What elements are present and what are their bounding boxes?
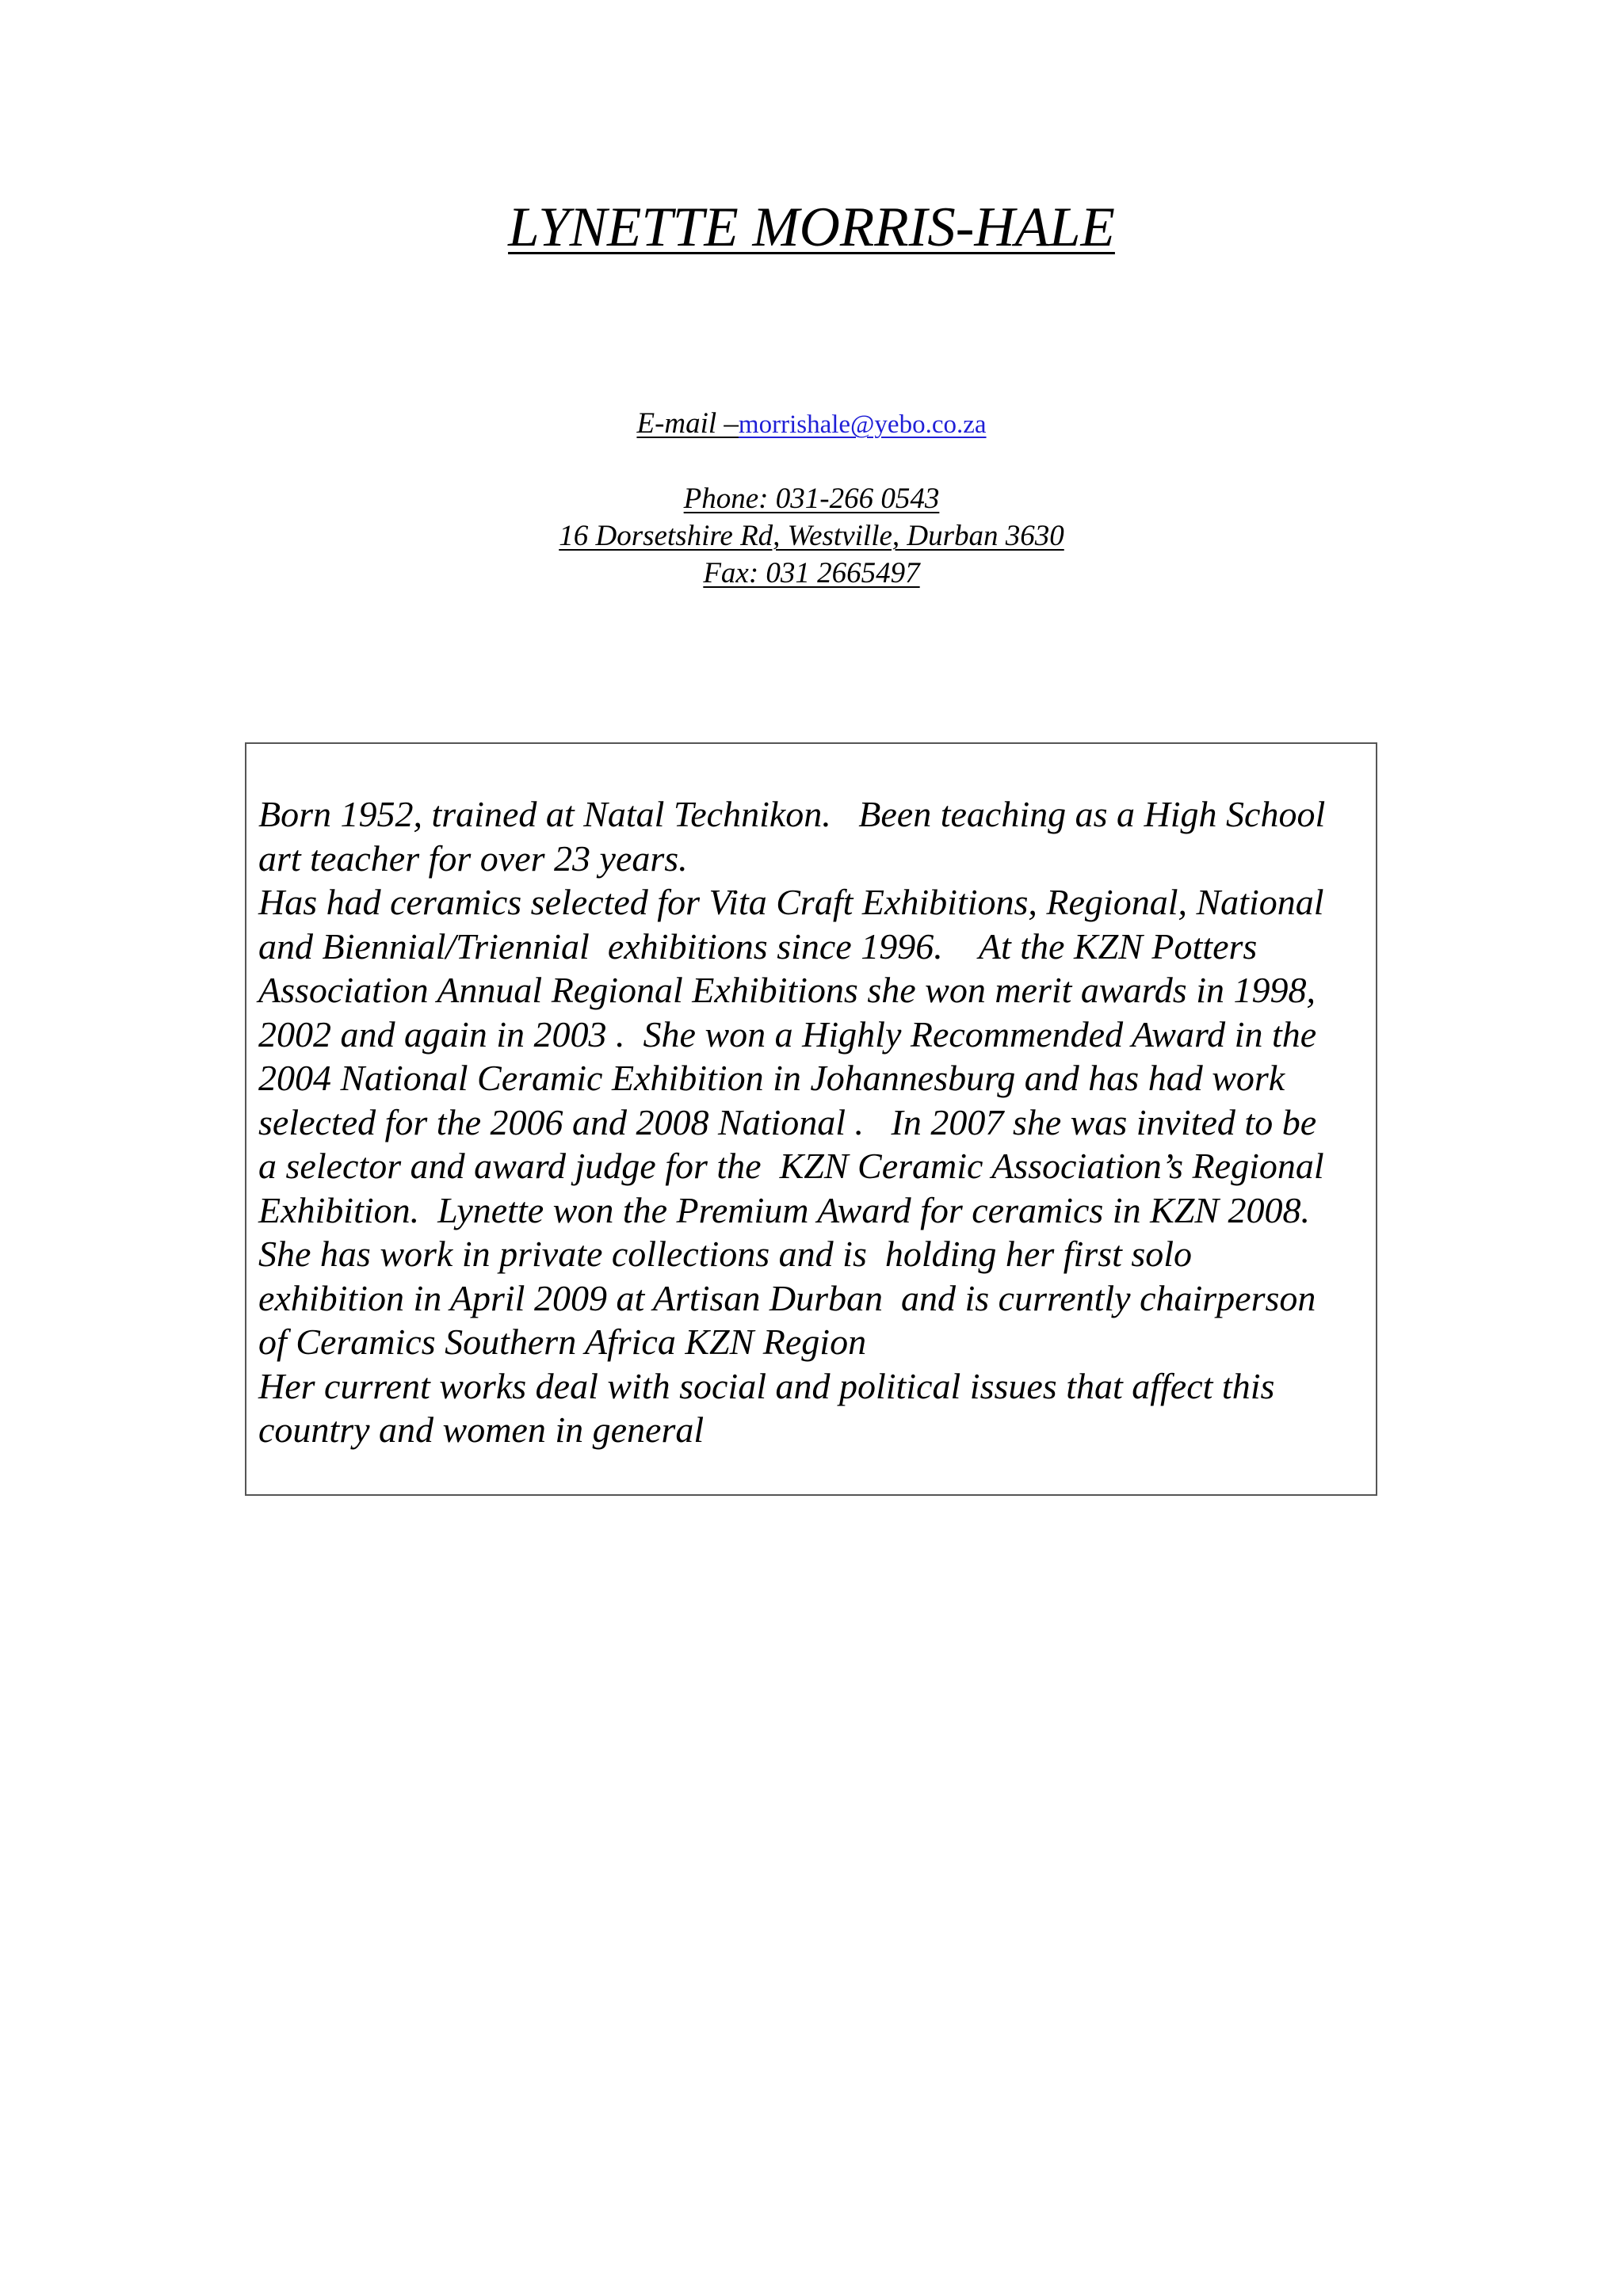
- bio-line: selected for the 2006 and 2008 National . In 2007 she was invited to be: [258, 1101, 1317, 1142]
- biography-text: [258, 792, 1384, 1452]
- bio-line: art teacher for over 23 years.: [258, 837, 688, 879]
- phone-text: Phone: 031-266 0543: [683, 482, 940, 515]
- address-line: [0, 517, 1623, 555]
- bio-line: Has had ceramics selected for Vita Craft Exhibitions, Regional, National: [258, 882, 1324, 922]
- bio-line: Her current works deal with social and political issues that affect this: [258, 1365, 1275, 1406]
- email-link[interactable]: morrishale@yebo.co.za: [738, 410, 987, 439]
- bio-line: exhibition in April 2009 at Artisan Durban and is currently chairperson: [258, 1277, 1316, 1318]
- bio-line: of Ceramics Southern Africa KZN Region: [258, 1322, 867, 1362]
- page-title: LYNETTE MORRIS-HALE: [508, 196, 1115, 258]
- biography-box: [245, 742, 1377, 1496]
- bio-line: 2004 National Ceramic Exhibition in Johannesburg and has had work: [258, 1058, 1285, 1098]
- bio-line: She has work in private collections and is holding her first solo: [258, 1234, 1193, 1274]
- bio-line: 2002 and again in 2003 . She won a Highly Recommended Award in the: [258, 1013, 1317, 1055]
- bio-line: Born 1952, trained at Natal Technikon. Been teaching as a High School: [258, 794, 1326, 834]
- bio-line: country and women in general: [258, 1409, 705, 1450]
- bio-line: and Biennial/Triennial exhibitions since 1996. At the KZN Potters: [258, 925, 1258, 967]
- email-line: [0, 405, 1623, 444]
- bio-line: Exhibition. Lynette won the Premium Award for ceramics in KZN 2008.: [258, 1189, 1311, 1230]
- address-text: 16 Dorsetshire Rd, Westville, Durban 3630: [559, 520, 1064, 552]
- bio-line: Association Annual Regional Exhibitions she won merit awards in 1998,: [258, 970, 1316, 1010]
- bio-line: a selector and award judge for the KZN Ceramic Association’s Regional: [258, 1146, 1324, 1186]
- phone-line: [0, 480, 1623, 517]
- fax-line: [0, 555, 1623, 592]
- fax-text: Fax: 031 2665497: [703, 557, 920, 589]
- email-label: E-mail –: [636, 407, 739, 440]
